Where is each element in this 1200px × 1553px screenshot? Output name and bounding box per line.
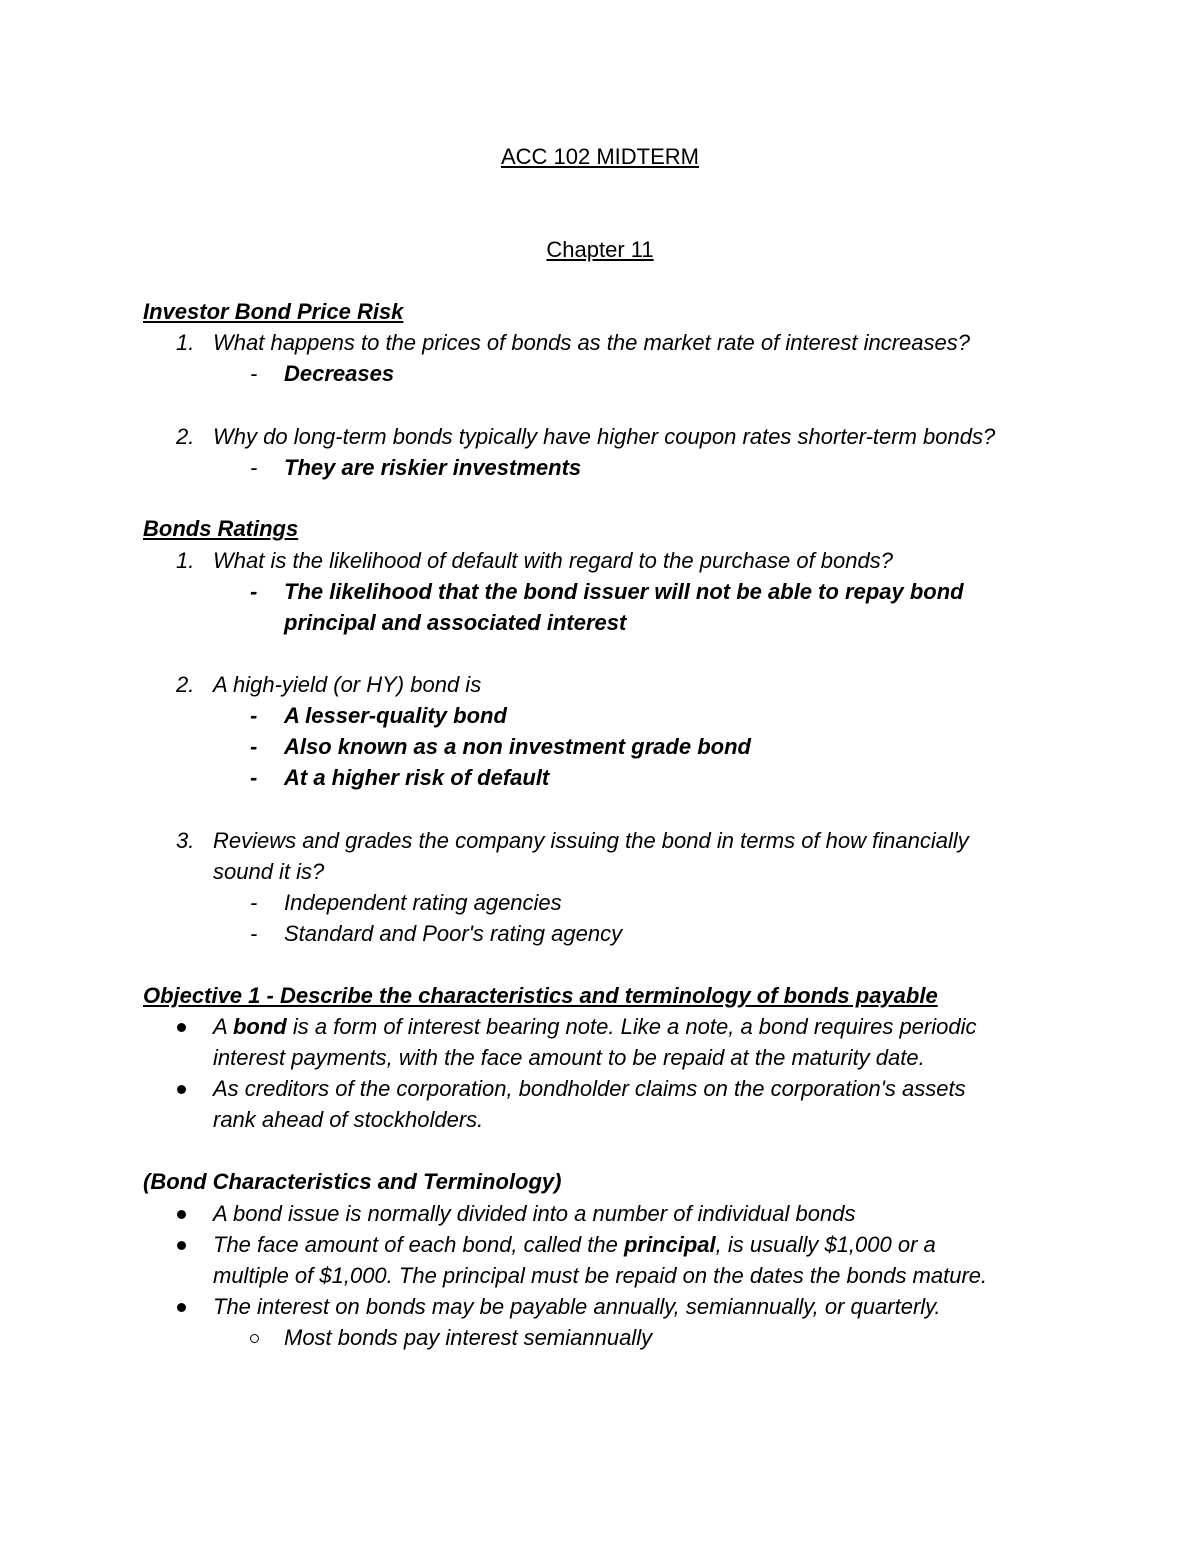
term-bond: bond: [232, 1014, 287, 1039]
list-number: 2.: [176, 672, 195, 697]
chapter-heading: Chapter 11: [546, 237, 654, 262]
dash-marker: -: [250, 579, 258, 604]
question-text: Reviews and grades the company issuing the bond in terms of how financially: [213, 828, 969, 853]
dash-marker: -: [250, 455, 258, 480]
section-heading-objective: Objective 1 - Describe the characteristics and terminology of bonds payable: [143, 983, 938, 1008]
bullet-icon: [177, 1241, 186, 1250]
bullet-icon: [177, 1303, 186, 1312]
bullet-text-continued: multiple of $1,000. The principal must be repaid on the dates the bonds mature.: [213, 1263, 988, 1288]
question-text: What is the likelihood of default with regard to the purchase of bonds?: [213, 548, 893, 573]
bullet-text-rest: , is usually $1,000 or a: [715, 1232, 936, 1257]
bullet-text-rest: is a form of interest bearing note. Like a note, a bond requires periodic: [286, 1014, 977, 1039]
document-title: ACC 102 MIDTERM: [500, 144, 700, 169]
sub-bullet-icon: [250, 1334, 259, 1343]
answer-text-continued: principal and associated interest: [284, 610, 627, 635]
dash-marker: -: [250, 890, 258, 915]
answer-text: A lesser-quality bond: [284, 703, 507, 728]
answer-text: Decreases: [284, 361, 395, 386]
section-heading-price-risk: Investor Bond Price Risk: [143, 299, 404, 324]
answer-text: They are riskier investments: [284, 455, 582, 480]
answer-text: At a higher risk of default: [284, 765, 550, 790]
question-text: Why do long-term bonds typically have higher coupon rates shorter-term bonds?: [213, 424, 996, 449]
bullet-text: [213, 1232, 936, 1258]
dash-marker: -: [250, 703, 258, 728]
bullet-icon: [177, 1023, 186, 1032]
sub-bullet-text: Most bonds pay interest semiannually: [284, 1325, 653, 1350]
answer-text: Also known as a non investment grade bond: [284, 734, 751, 759]
section-heading-characteristics: (Bond Characteristics and Terminology): [143, 1169, 562, 1194]
bullet-text: As creditors of the corporation, bondholder claims on the corporation's assets: [213, 1076, 966, 1101]
list-number: 2.: [176, 424, 195, 449]
term-principal: principal: [623, 1232, 716, 1257]
bullet-text-continued: rank ahead of stockholders.: [213, 1107, 484, 1132]
question-text-continued: sound it is?: [213, 859, 325, 884]
bullet-text: [213, 1014, 976, 1040]
list-number: 1.: [176, 548, 195, 573]
bullet-icon: [177, 1085, 186, 1094]
list-number: 1.: [176, 330, 195, 355]
question-text: A high-yield (or HY) bond is: [213, 672, 482, 697]
answer-text: Standard and Poor's rating agency: [284, 921, 623, 946]
dash-marker: -: [250, 361, 258, 386]
answer-text: Independent rating agencies: [284, 890, 562, 915]
question-text: What happens to the prices of bonds as the market rate of interest increases?: [213, 330, 970, 355]
bullet-text: A bond issue is normally divided into a number of individual bonds: [213, 1201, 856, 1226]
dash-marker: -: [250, 921, 258, 946]
list-number: 3.: [176, 828, 195, 853]
bullet-text: The interest on bonds may be payable annually, semiannually, or quarterly.: [213, 1294, 941, 1319]
bullet-icon: [177, 1210, 186, 1219]
bullet-text-start: The face amount of each bond, called the: [213, 1232, 624, 1257]
section-heading-ratings: Bonds Ratings: [143, 516, 299, 541]
dash-marker: -: [250, 765, 258, 790]
bullet-text-start: A: [213, 1014, 233, 1039]
dash-marker: -: [250, 734, 258, 759]
answer-text: The likelihood that the bond issuer will not be able to repay bond: [284, 579, 964, 604]
bullet-text-continued: interest payments, with the face amount to be repaid at the maturity date.: [213, 1045, 925, 1070]
